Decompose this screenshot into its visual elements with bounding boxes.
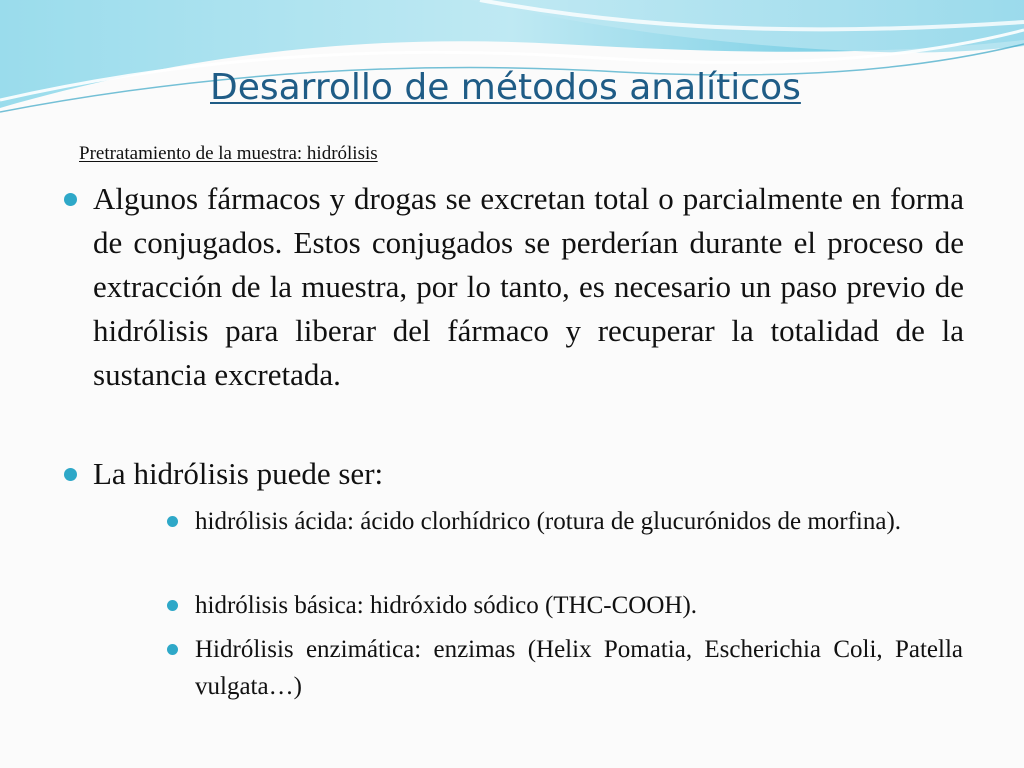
sub-bullet-item (195, 503, 963, 540)
slide-subtitle: Pretratamiento de la muestra: hidrólisis (79, 143, 378, 164)
bullet-text: La hidrólisis puede ser: (93, 456, 384, 491)
sub-bullet-item (195, 587, 963, 624)
bullet-dot-icon (167, 516, 178, 527)
sub-bullet-text: Hidrólisis enzimática: enzimas (Helix Pomatia, Escherichia Coli, Patella vulgata…) (195, 636, 963, 700)
sub-bullet-text: hidrólisis básica: hidróxido sódico (THC-COOH). (195, 592, 698, 619)
bullet-text: Algunos fármacos y drogas se excretan total o parcialmente en forma de conjugados. Estos conjugados se perderían durante el proceso de extracción de la muestra, por lo tanto, es necesario un paso previo de hidrólisis para liberar del fármaco y recuperar la totalidad de la sustancia excretada. (93, 181, 964, 392)
sub-bullet-item (195, 631, 963, 705)
sub-bullet-text: hidrólisis ácida: ácido clorhídrico (rotura de glucurónidos de morfina). (195, 508, 902, 535)
bullet-item (93, 177, 964, 397)
bullet-dot-icon (64, 468, 77, 481)
bullet-dot-icon (64, 193, 77, 206)
bullet-dot-icon (167, 644, 178, 655)
bullet-item (93, 452, 964, 496)
slide-title: Desarrollo de métodos analíticos (210, 67, 801, 108)
bullet-dot-icon (167, 600, 178, 611)
